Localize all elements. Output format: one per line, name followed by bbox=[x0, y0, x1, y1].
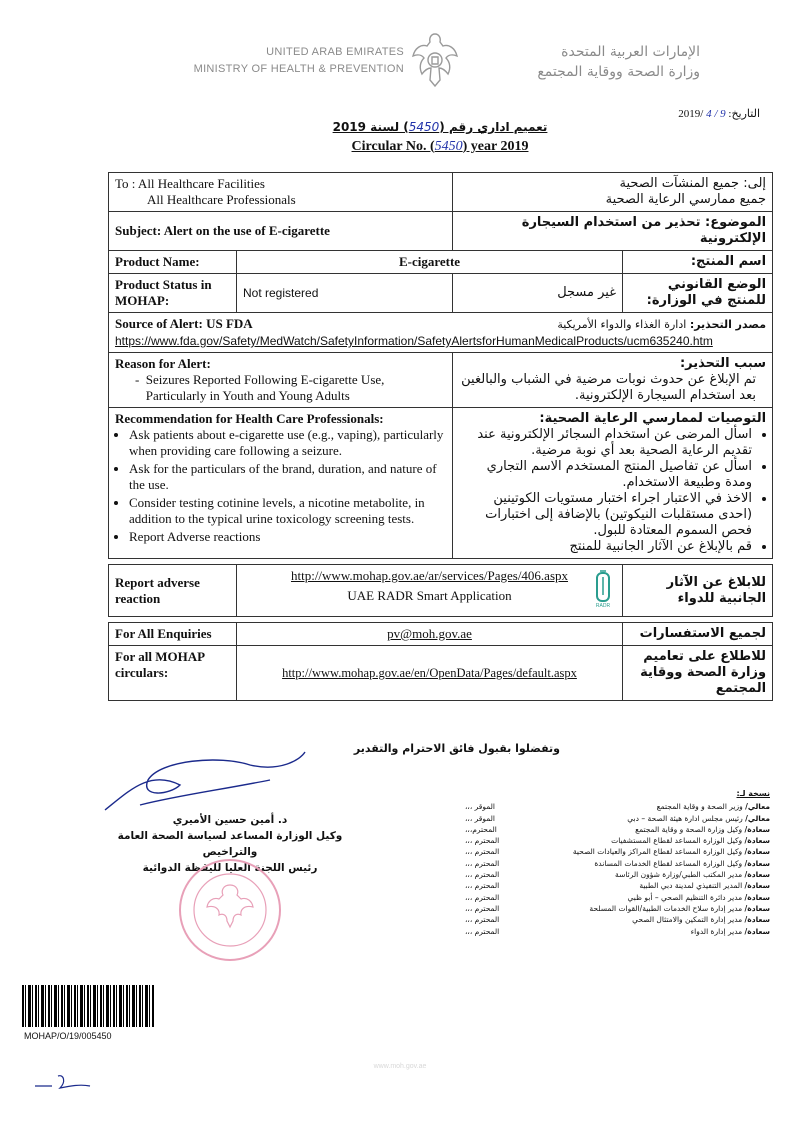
source-ar: مصدر التحذير: ادارة الغذاء والدواء الأمريكية bbox=[557, 318, 767, 331]
reason-en: Reason for Alert: - Seizures Reported Following E-cigarette Use, Particularly in Youth and Young Adults bbox=[109, 353, 453, 408]
country-name-ar: الإمارات العربية المتحدة bbox=[561, 44, 700, 60]
product-label-en: Product Name: bbox=[109, 251, 237, 274]
cc-item: سعادة/ وكيل الوزارة المساعد لقطاع المراكز والعيادات الصحية المحترم ،،، bbox=[465, 847, 770, 857]
cc-item: سعادة/ مدير دائرة التنظيم الصحي – أبو ظبي المحترم ،،، bbox=[465, 892, 770, 902]
recommendations-en: Recommendation for Health Care Professionals: • Ask patients about e-cigarette use (e.g., vaping), particularly when providing care following a seizure. • Ask for the particulars of the brand, duration, and nature of the use. • Consider testing cotinine levels, a nicotine metabolite, in addition to the typical urine toxicology screening tests. • Report Adverse reactions bbox=[109, 408, 453, 559]
signatory-title2: رئيس اللجنة العليا لليقظة الدوائية bbox=[142, 862, 318, 874]
signatory-name: د. أمين حسين الأميري bbox=[172, 814, 288, 826]
cc-item: معالي/ رئيس مجلس ادارة هيئة الصحة – دبي الموقر ،،، bbox=[465, 813, 770, 823]
ministry-name-ar bbox=[470, 42, 700, 82]
source-label-en: Source of Alert: US FDA bbox=[115, 316, 253, 331]
subject-ar: الموضوع: تحذير من استخدام السيجارة الإلكترونية bbox=[453, 212, 773, 251]
recipients-en: To : All Healthcare Facilities All Healthcare Professionals bbox=[109, 173, 453, 212]
cc-item: سعادة/ مدير المكتب الطبي/وزارة شؤون الرئاسة المحترم ،،، bbox=[465, 870, 770, 880]
cc-title: نسخة لـ: bbox=[736, 789, 770, 798]
footer-website: www.moh.gov.ae bbox=[373, 1063, 427, 1070]
closing-remark: وتفضلوا بقبول فائق الاحترام والتقدير bbox=[353, 742, 560, 755]
recipients-ar: إلى: جميع المنشآت الصحية جميع ممارسي الرعاية الصحية bbox=[453, 173, 773, 212]
product-value: E-cigarette bbox=[237, 251, 623, 274]
ministry-title-en: MINISTRY OF HEALTH & PREVENTION bbox=[193, 63, 404, 75]
row-subject bbox=[109, 212, 773, 251]
report-url-link[interactable]: http://www.mohap.gov.ae/ar/services/Pages/406.aspx bbox=[290, 568, 569, 583]
recommendation-item: • Report Adverse reactions bbox=[129, 529, 446, 545]
cc-item: سعادة/ مدير إدارة التمكين والامتثال الصحي المحترم ،،، bbox=[465, 915, 770, 925]
row-source bbox=[109, 313, 773, 353]
status-label-ar: الوضع القانوني للمنتج في الوزارة: bbox=[623, 274, 773, 313]
radr-app-icon bbox=[590, 569, 616, 609]
signatory-title1: وكيل الوزارة المساعد لسياسة الصحة العامة والتراخيص bbox=[117, 830, 343, 858]
circular-date bbox=[678, 107, 760, 120]
product-label-ar: اسم المنتج: bbox=[623, 251, 773, 274]
cc-item: سعادة/ وكيل الوزارة المساعد لقطاع المستشفيات المحترم ،،، bbox=[465, 836, 770, 846]
enquiries-label-en: For All Enquiries bbox=[109, 623, 237, 646]
status-value-en: Not registered bbox=[237, 274, 453, 313]
official-stamp-icon bbox=[175, 855, 285, 965]
status-label-en: Product Status in MOHAP: bbox=[109, 274, 237, 313]
cc-list bbox=[465, 788, 770, 937]
reason-ar: سبب التحذير: تم الإبلاغ عن حدوث نوبات مرضية في الشباب والبالغين بعد استخدام السيجارة الإلكترونية. bbox=[453, 353, 773, 408]
circular-title-en: Circular No. (5450) year 2019 bbox=[351, 139, 529, 154]
recommendation-item-ar: • اسأل المرضى عن استخدام السجائر الإلكترونية عند تقديم الرعاية الصحية بعد أي نوبة مرضية. bbox=[459, 427, 752, 459]
uae-emblem-icon bbox=[410, 30, 460, 90]
row-circulars bbox=[109, 646, 773, 701]
circular-number-hw-en: 5450 bbox=[434, 139, 463, 154]
date-label: التاريخ: bbox=[728, 108, 760, 120]
date-handwritten: 9 / 4 bbox=[706, 108, 726, 120]
cc-item: سعادة/ مدير إدارة الدواء المحترم ،،، bbox=[465, 926, 770, 936]
cc-item: معالي/ وزير الصحة و وقاية المجتمع الموقر ،،، bbox=[465, 802, 770, 812]
row-product bbox=[109, 251, 773, 274]
recommendation-item-ar: • اسأل عن تفاصيل المنتج المستخدم الاسم التجاري ومدة وطبيعة الاستخدام. bbox=[459, 459, 752, 491]
report-label-ar: للابلاغ عن الآثار الجانبية للدواء bbox=[623, 565, 773, 617]
circulars-label-ar: للاطلاع على تعاميم وزارة الصحة ووقاية المجتمع bbox=[623, 646, 773, 701]
row-reason bbox=[109, 353, 773, 408]
source-cell bbox=[109, 313, 773, 353]
circular-table bbox=[108, 172, 773, 701]
circulars-label-en: For all MOHAP circulars: bbox=[109, 646, 237, 701]
recommendation-item-ar: • قم بالإبلاغ عن الآثار الجانبية للمنتج bbox=[459, 539, 752, 555]
cc-item: سعادة/ وكيل الوزارة المساعد لقطاع الخدمات المساندة المحترم ،،، bbox=[465, 858, 770, 868]
enquiries-label-ar: لجميع الاستفسارات bbox=[623, 623, 773, 646]
recommendations-ar: التوصيات لممارسي الرعاية الصحية: • اسأل المرضى عن استخدام السجائر الإلكترونية عند تقديم الرعاية الصحية بعد أي نوبة مرضية. • اسأل عن تفاصيل المنتج المستخدم الاسم التجاري ومدة وطبيعة الاستخدام. • الاخذ في الاعتبار اجراء اختبار مستويات الكوتينين (احدى مستقلبات النيكوتين) بالإضافة إلى اختبارات فحص السموم المعتادة للبول. • قم بالإبلاغ عن الآثار الجانبية للمنتج bbox=[453, 408, 773, 559]
handwritten-mark-icon bbox=[30, 1070, 100, 1100]
enquiries-email-link[interactable]: pv@moh.gov.ae bbox=[237, 623, 623, 646]
source-url-link[interactable]: https://www.fda.gov/Safety/MedWatch/SafetyInformation/SafetyAlertsforHumanMedicalProducts/ucm635240.htm bbox=[115, 334, 713, 348]
date-year: /2019 bbox=[678, 108, 704, 120]
ministry-name-en bbox=[168, 44, 404, 78]
barcode-number: MOHAP/O/19/005450 bbox=[24, 1031, 112, 1041]
row-recommendations bbox=[109, 408, 773, 559]
cc-item: سعادة/ المدير التنفيذي لمدينة دبي الطبية المحترم ،،، bbox=[465, 881, 770, 891]
circulars-url-link[interactable]: http://www.mohap.gov.ae/en/OpenData/Pages/default.aspx bbox=[237, 646, 623, 701]
recommendation-item: • Ask for the particulars of the brand, duration, and nature of the use. bbox=[129, 461, 446, 493]
circular-number-hw: 5450 bbox=[408, 120, 440, 134]
report-app-name: UAE RADR Smart Application bbox=[347, 588, 512, 603]
ministry-title-ar: وزارة الصحة ووقاية المجتمع bbox=[537, 64, 700, 80]
row-status bbox=[109, 274, 773, 313]
barcode bbox=[22, 985, 154, 1027]
circular-title-ar: تعميم اداري رقم (5450) لسنة 2019 bbox=[332, 120, 548, 134]
country-name-en: UNITED ARAB EMIRATES bbox=[266, 46, 404, 58]
cc-item: سعادة/ وكيل وزارة الصحة و وقاية المجتمع المحترم،،، bbox=[465, 824, 770, 834]
subject-en: Subject: Alert on the use of E-cigarette bbox=[109, 212, 453, 251]
row-enquiries bbox=[109, 623, 773, 646]
cc-item: سعادة/ مدير إدارة سلاح الخدمات الطبية/القوات المسلحة المحترم ،،، bbox=[465, 903, 770, 913]
row-recipients bbox=[109, 173, 773, 212]
report-cell bbox=[237, 565, 623, 617]
status-value-ar: غير مسجل bbox=[453, 274, 623, 313]
recommendation-item: • Consider testing cotinine levels, a nicotine metabolite, in addition to the typical urine toxicology screening tests. bbox=[129, 495, 446, 527]
signature-icon bbox=[100, 750, 310, 820]
recommendation-item: • Ask patients about e-cigarette use (e.g., vaping), particularly when providing care following a seizure. bbox=[129, 427, 446, 459]
report-label-en: Report adverse reaction bbox=[109, 565, 237, 617]
svg-text:RADR: RADR bbox=[595, 603, 611, 609]
row-report bbox=[109, 565, 773, 617]
recommendation-item-ar: • الاخذ في الاعتبار اجراء اختبار مستويات الكوتينين (احدى مستقلبات النيكوتين) بالإضافة إلى اختبارات فحص السموم المعتادة للبول. bbox=[459, 491, 752, 539]
